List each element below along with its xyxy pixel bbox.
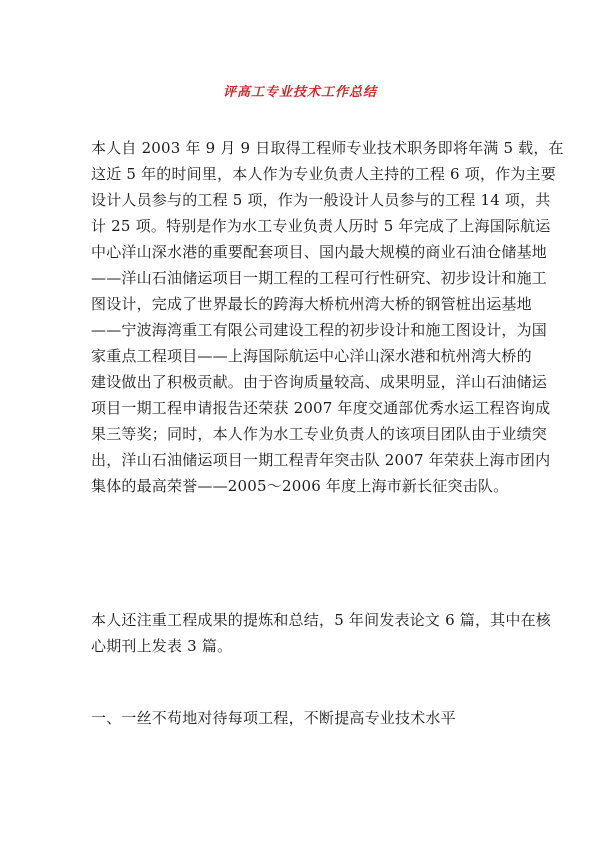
body-paragraph-1 — [91, 135, 564, 499]
paragraph-line: 果三等奖；同时，本人作为水工专业负责人的该项目团队由于业绩突 — [91, 425, 548, 443]
paragraph-line: 这近 5 年的时间里，本人作为专业负责人主持的工程 6 项，作为主要 — [91, 165, 556, 183]
paragraph-line: 出，洋山石油储运项目一期工程青年突击队 2007 年荣获上海市团内 — [91, 451, 551, 469]
paragraph-line: 图设计，完成了世界最长的跨海大桥杭州湾大桥的钢管桩出运基地 — [91, 295, 532, 313]
paragraph-line: 本人自 2003 年 9 月 9 日取得工程师专业技术职务即将年满 5 载，在 — [91, 139, 564, 157]
paragraph-line: 心期刊上发表 3 篇。 — [91, 637, 233, 655]
paragraph-line: ——洋山石油储运项目一期工程的工程可行性研究、初步设计和施工 — [91, 269, 548, 287]
paragraph-line: 家重点工程项目——上海国际航运中心洋山深水港和杭州湾大桥的 — [91, 347, 532, 365]
paragraph-line: 集体的最高荣誉——2005～2006 年度上海市新长征突击队。 — [91, 477, 509, 495]
section-heading-text: 一、一丝不苟地对待每项工程，不断提高专业技术水平 — [91, 709, 456, 727]
section-heading — [91, 705, 531, 731]
paragraph-line: 本人还注重工程成果的提炼和总结，5 年间发表论文 6 篇，其中在核 — [91, 611, 551, 629]
paragraph-line: 中心洋山深水港的重要配套项目、国内最大规模的商业石油仓储基地 — [91, 243, 548, 261]
body-paragraph-2 — [91, 607, 551, 659]
paragraph-line: ——宁波海湾重工有限公司建设工程的初步设计和施工图设计，为国 — [91, 321, 548, 339]
paragraph-line: 计 25 项。特别是作为水工专业负责人历时 5 年完成了上海国际航运 — [91, 217, 551, 235]
document-title: 评高工专业技术工作总结 — [222, 85, 377, 100]
paragraph-line: 设计人员参与的工程 5 项，作为一般设计人员参与的工程 14 项，共 — [91, 191, 551, 209]
paragraph-line: 项目一期工程申请报告还荣获 2007 年度交通部优秀水运工程咨询成 — [91, 399, 551, 417]
paragraph-line: 建设做出了积极贡献。由于咨询质量较高、成果明显，洋山石油储运 — [91, 373, 548, 391]
